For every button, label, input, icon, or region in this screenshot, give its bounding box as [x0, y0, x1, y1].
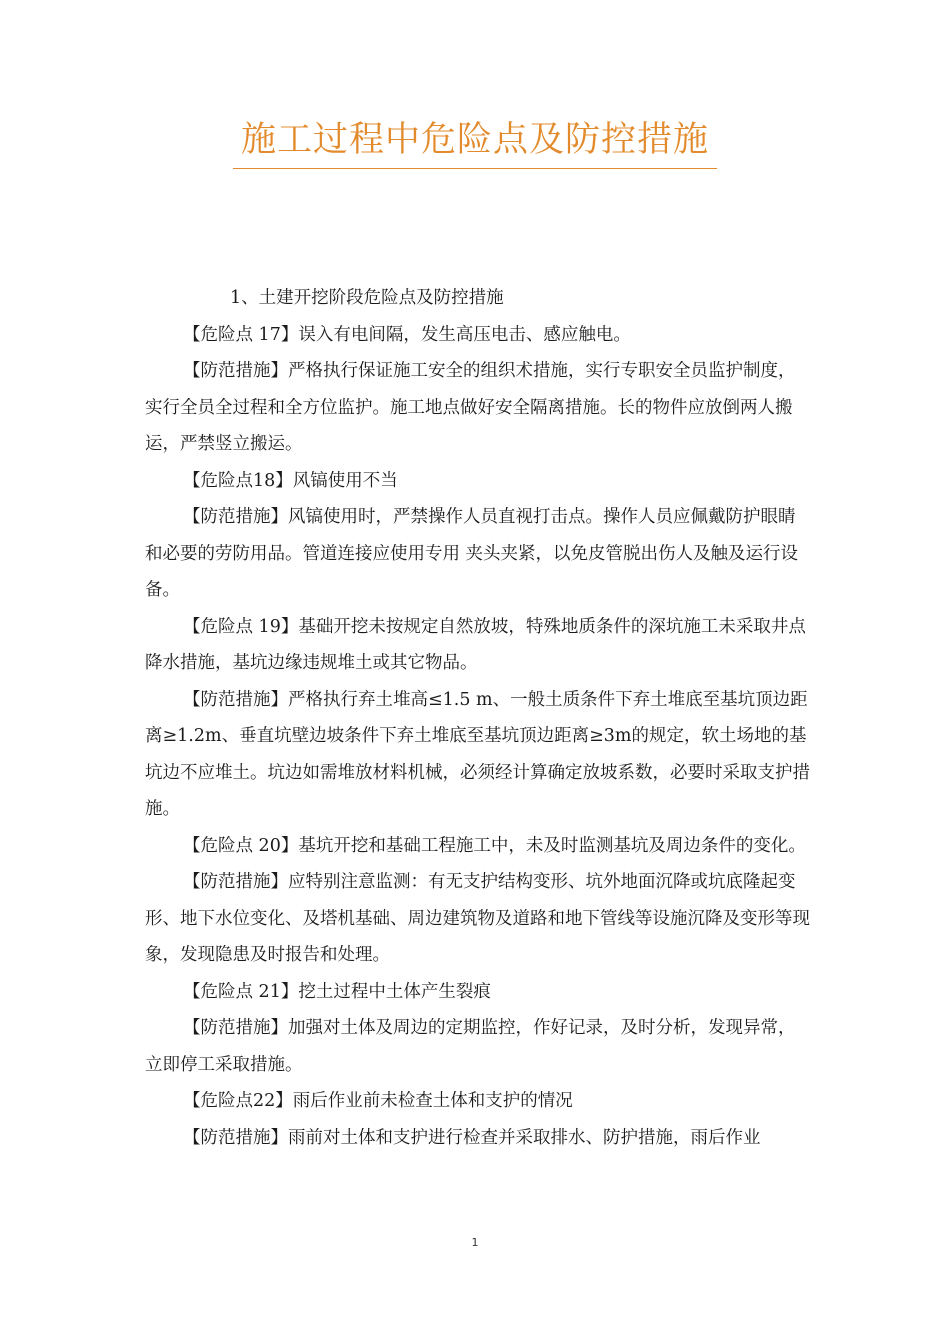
measure-19: 【防范措施】严格执行弃土堆高≤1.5 m、一般土质条件下弃土堆底至基坑顶边距离≥1.2m、垂直坑壁边坡条件下弃土堆底至基坑顶边距离≥3m的规定，软土场地的基坑边不应堆土。坑边如需堆放材料机械，必须经计算确定放坡系数，必要时采取支护措施。 [145, 689, 810, 819]
measure-22: 【防范措施】雨前对土体和支护进行检查并采取排水、防护措施，雨后作业 [183, 1127, 761, 1148]
hazard-18: 【危险点18】风镐使用不当 [183, 470, 398, 491]
document-body [145, 280, 810, 1156]
page-title: 施工过程中危险点及防控措施 [240, 120, 709, 160]
hazard-17: 【危险点 17】误入有电间隔，发生高压电击、感应触电。 [183, 324, 631, 345]
hazard-19: 【危险点 19】基础开挖未按规定自然放坡，特殊地质条件的深坑施工未采取井点降水措施，基坑边缘违规堆土或其它物品。 [145, 616, 806, 673]
title-underline [233, 168, 717, 169]
hazard-21: 【危险点 21】挖土过程中土体产生裂痕 [183, 981, 491, 1002]
hazard-20: 【危险点 20】基坑开挖和基础工程施工中，未及时监测基坑及周边条件的变化。 [183, 835, 806, 856]
measure-18: 【防范措施】风镐使用时，严禁操作人员直视打击点。操作人员应佩戴防护眼睛和必要的劳防用品。管道连接应使用专用 夹头夹紧，以免皮管脱出伤人及触及运行设备。 [145, 507, 799, 600]
measure-20: 【防范措施】应特别注意监测：有无支护结构变形、坑外地面沉降或坑底隆起变形、地下水位变化、及塔机基础、周边建筑物及道路和地下管线等设施沉降及变形等现象，发现隐患及时报告和处理。 [145, 872, 810, 965]
section-heading: 1、土建开挖阶段危险点及防控措施 [230, 288, 504, 308]
hazard-22: 【危险点22】雨后作业前未检查土体和支护的情况 [183, 1091, 573, 1111]
measure-17: 【防范措施】严格执行保证施工安全的组织术措施，实行专职安全员监护制度，实行全员全过程和全方位监护。施工地点做好安全隔离措施。长的物件应放倒两人搬运，严禁竖立搬运。 [145, 361, 796, 454]
page-number: 1 [471, 1236, 479, 1249]
measure-21: 【防范措施】加强对土体及周边的定期监控，作好记录，及时分析，发现异常，立即停工采取措施。 [145, 1018, 796, 1075]
